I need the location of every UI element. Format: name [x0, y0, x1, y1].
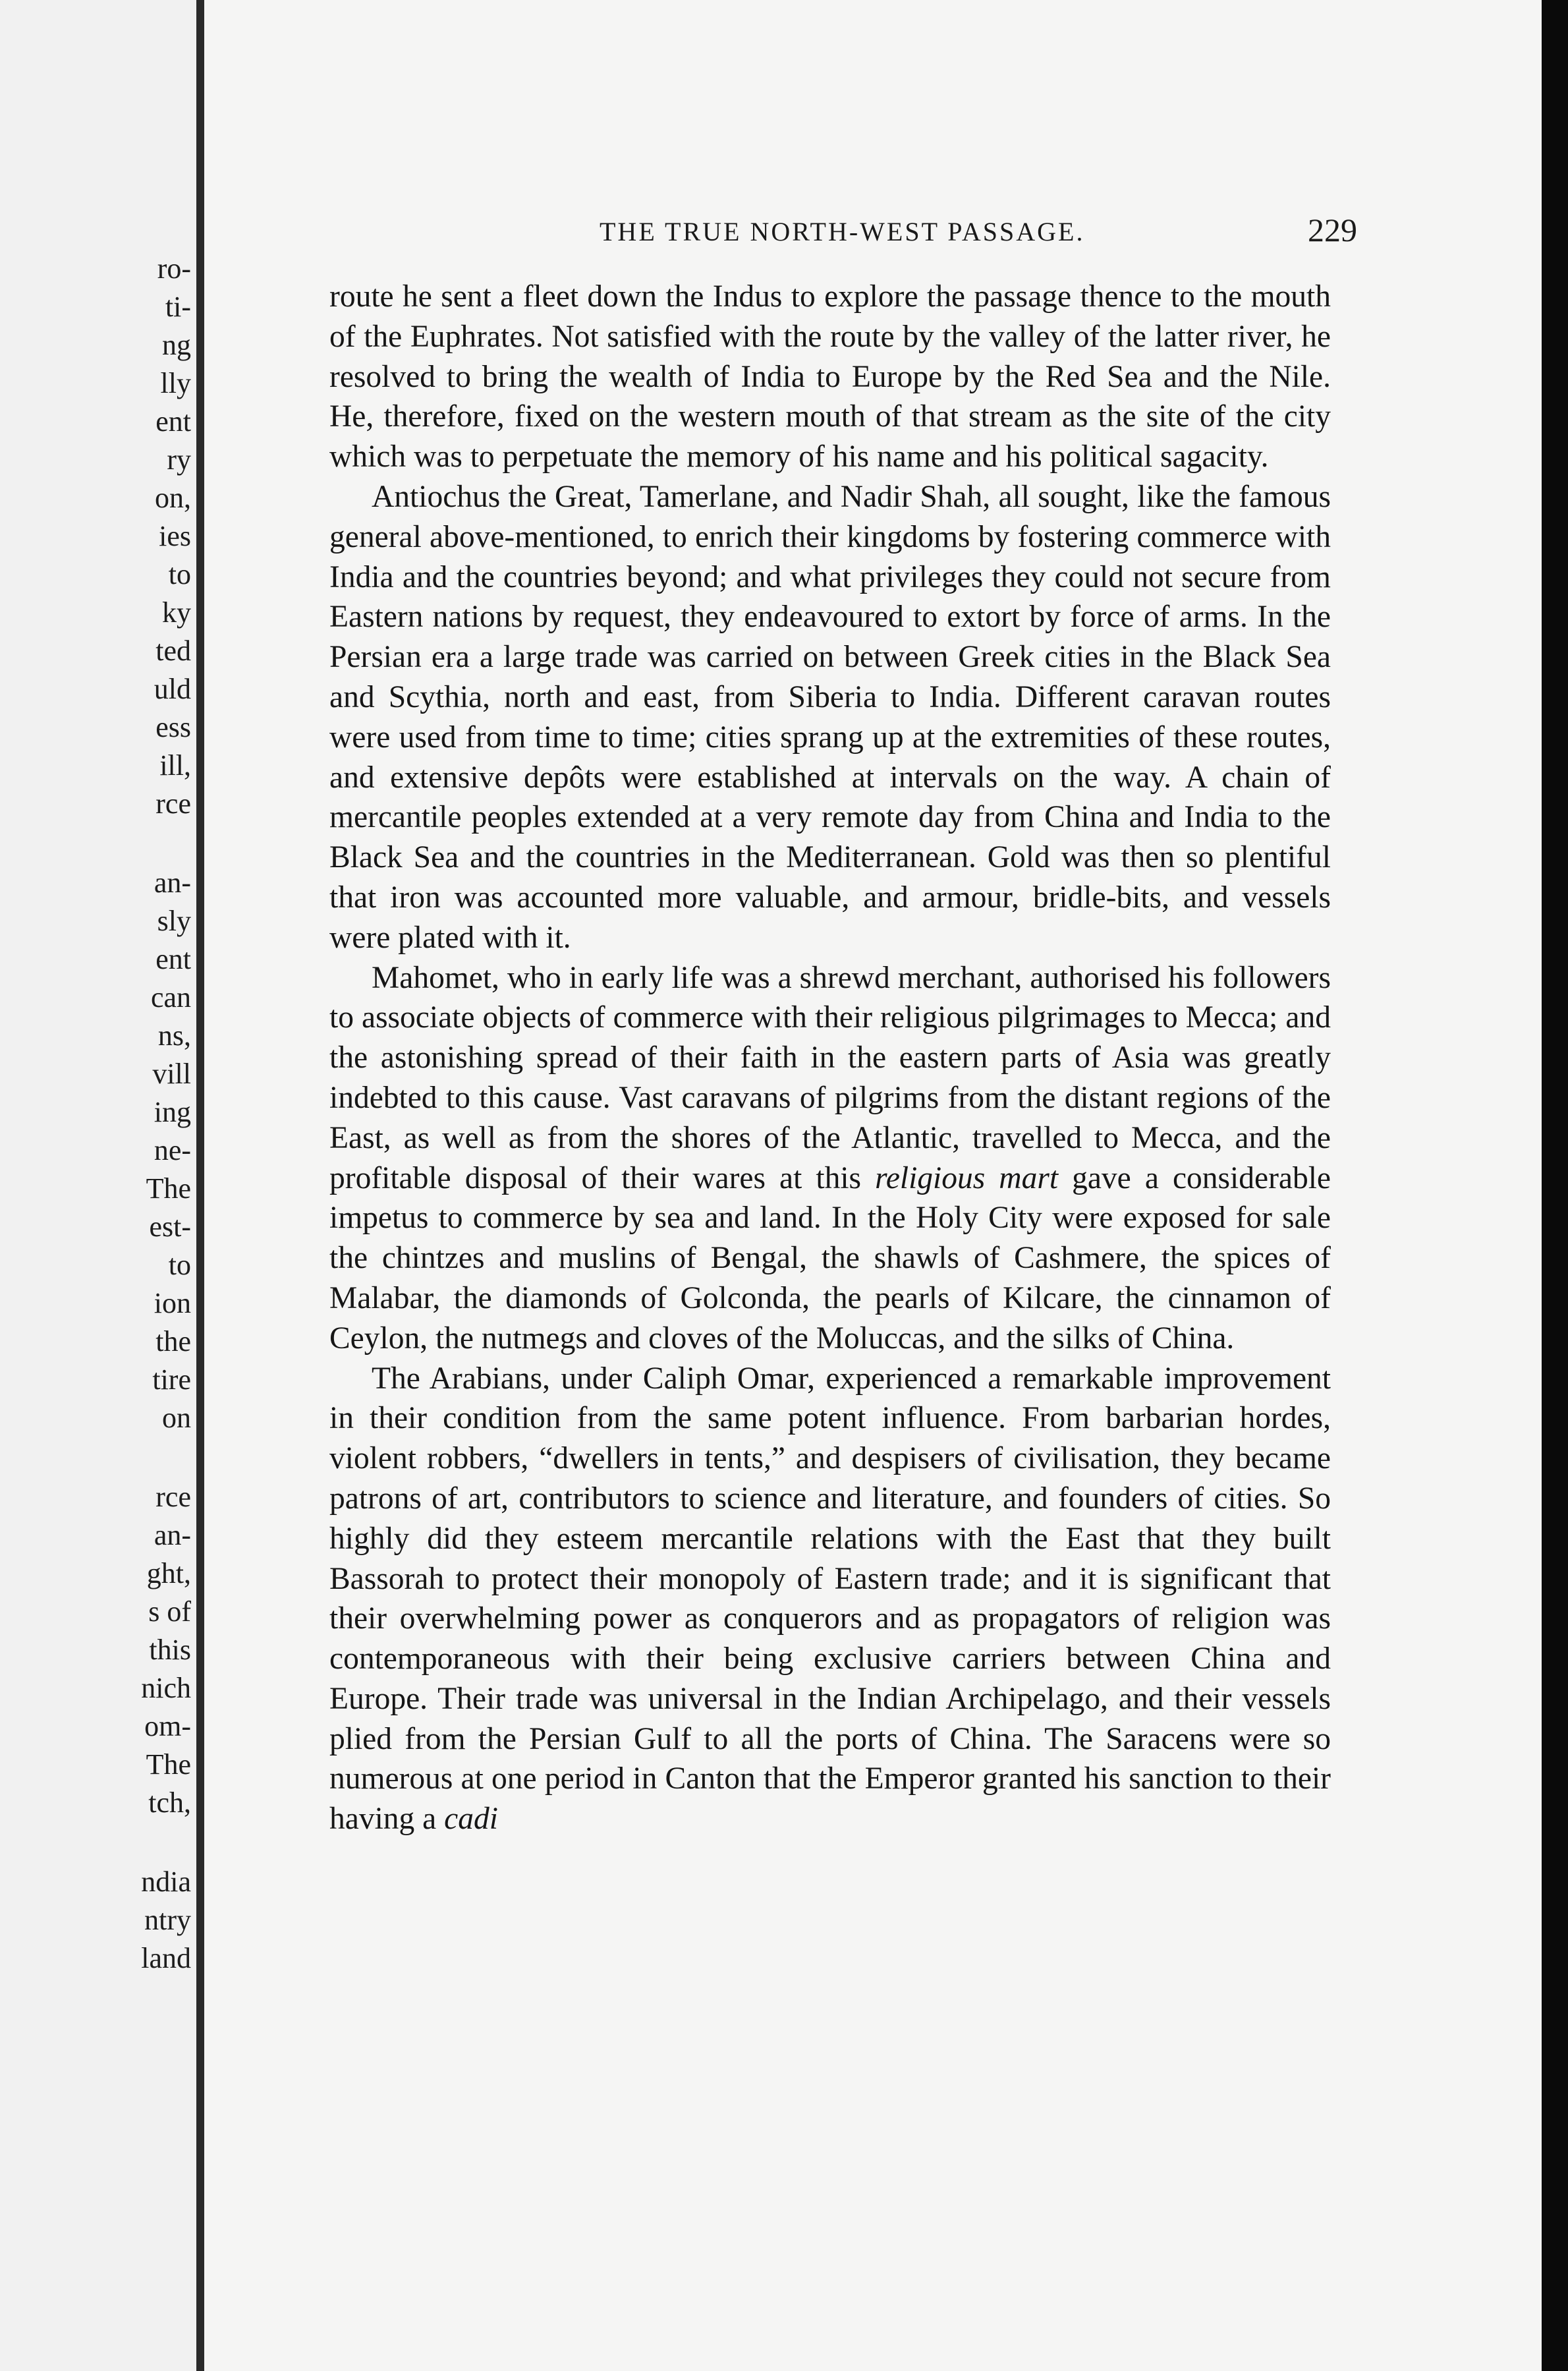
paragraph-3-text-b: gave a considerable impetus to commerce by sea and land. In the Holy City were exposed for sale the chintzes and muslins of Bengal, the shawls of Cashmere, the spices of Malabar, the diamonds of Golconda, the pearls of Kilcare, the cinnamon of Ceylon, the nutmegs and cloves of the Moluccas, and the silks of China.: [329, 1160, 1331, 1356]
left-page-fragment: rce: [155, 1481, 191, 1513]
left-page-fragment: ent: [155, 405, 191, 438]
left-page-fragment: ky: [162, 596, 191, 629]
left-page-fragment: vill: [152, 1058, 191, 1090]
paragraph-3: [329, 958, 1331, 1359]
page-number: 229: [1308, 212, 1357, 248]
left-page-fragment: land: [141, 1942, 191, 1974]
body-text: [329, 277, 1331, 1839]
left-page-fragment: lly: [160, 367, 191, 399]
left-page-fragment: ro-: [157, 252, 191, 285]
left-page-fragment: ti-: [165, 291, 191, 323]
left-page-fragment: ry: [167, 443, 191, 476]
left-page-fragment: ies: [159, 520, 191, 552]
running-head: THE TRUE NORTH-WEST PASSAGE.: [600, 217, 1085, 246]
left-page-fragment: ted: [155, 635, 191, 667]
left-page-fragment: ns,: [157, 1019, 191, 1052]
left-page-fragment: on: [162, 1402, 191, 1434]
left-page-fragment: the: [155, 1325, 191, 1357]
left-page-fragment: on,: [155, 482, 191, 514]
left-page-fragment: s of: [148, 1595, 191, 1628]
book-spine: [196, 0, 204, 2371]
left-page-fragment: tch,: [148, 1786, 191, 1819]
paragraph-2: Antiochus the Great, Tamerlane, and Nadir Shah, all sought, like the famous general above-mentioned, to enrich their kingdoms by fostering commerce with India and the countries beyond; and what privileges they could not secure from Eastern nations by request, they endeavoured to extort by force of arms. In the Persian era a large trade was carried on between Greek cities in the Black Sea and Scythia, north and east, from Siberia to India. Different caravan routes were used from time to time; cities sprang up at the extremities of these routes, and extensive depôts were established at intervals on the way. A chain of mercantile peoples extended at a very remote day from China and India to the Black Sea and the countries in the Mediterranean. Gold was then so plentiful that iron was accounted more valuable, and armour, bridle-bits, and vessels were plated with it.: [329, 479, 1331, 955]
left-page-fragment: nich: [141, 1672, 191, 1704]
left-page-fragment: est-: [149, 1211, 191, 1243]
left-page-fragment: ill,: [159, 749, 191, 782]
left-page-fragment: ntry: [144, 1904, 191, 1936]
left-page-fragment: ing: [154, 1096, 191, 1128]
left-page-fragment: ng: [162, 329, 191, 361]
page-header: [395, 211, 1357, 257]
left-page-fragment: this: [149, 1634, 191, 1666]
left-page-fragment: can: [150, 981, 191, 1014]
paragraph-3-text-a: Mahomet, who in early life was a shrewd merchant, authorised his followers to associate objects of commerce with their religious pilgrimages to Mecca; and the astonishing spread of their faith in the eastern parts of Asia was greatly indebted to this cause. Vast caravans of pilgrims from the distant regions of the East, as well as from the shores of the Atlantic, travelled to Mecca, and the profitable disposal of their wares at this: [329, 960, 1331, 1195]
left-page-fragment: tire: [152, 1363, 191, 1396]
left-page-fragment: om-: [144, 1710, 191, 1742]
left-page-fragment: an-: [154, 867, 191, 899]
paragraph-3-italic: religious mart: [875, 1160, 1059, 1195]
left-page-fragment: an-: [154, 1519, 191, 1551]
previous-page-edge: [0, 0, 196, 2371]
paragraph-4-italic: cadi: [444, 1802, 498, 1837]
left-page-fragment: ent: [155, 943, 191, 975]
left-page-fragment: to: [168, 558, 191, 590]
left-page-fragment: to: [168, 1249, 191, 1281]
paragraph-4-text-a: The Arabians, under Caliph Omar, experienced a remarkable improvement in their condition from the same potent influence. From barbarian hordes, violent robbers, “dwellers in tents,” and despisers of civilisation, they became patrons of art, contributors to science and literature, and founders of cities. So highly did they esteem mercantile relations with the East that they built Bassorah to protect their monopoly of Eastern trade; and it is significant that their overwhelming power as conquerors and as propagators of religion was contemporaneous with their being exclusive carriers between China and Europe. Their trade was universal in the Indian Archipelago, and their vessels plied from the Persian Gulf to all the ports of China. The Saracens were so numerous at one period in Canton that the Emperor granted his sanction to their having a: [329, 1361, 1331, 1837]
left-page-fragment: The: [146, 1172, 191, 1205]
left-page-fragment: The: [146, 1748, 191, 1781]
left-page-fragment: ndia: [141, 1866, 191, 1898]
paragraph-1: route he sent a fleet down the Indus to explore the passage thence to the mouth of the Euphrates. Not satisfied with the route by the valley of the latter river, he resolved to bring the wealth of India to Europe by the Red Sea and the Nile. He, therefore, fixed on the western mouth of that stream as the site of the city which was to perpetuate the memory of his name and his political sagacity.: [329, 279, 1331, 474]
page-edge: [1542, 0, 1568, 2371]
left-page-fragment: ess: [155, 711, 191, 743]
left-page-fragment: rce: [155, 787, 191, 820]
left-page-fragment: ght,: [146, 1557, 191, 1589]
left-page-fragment: sly: [157, 905, 191, 937]
paragraph-4: [329, 1359, 1331, 1840]
left-page-fragment: uld: [154, 673, 191, 705]
left-page-fragment: ne-: [154, 1134, 191, 1166]
left-page-fragment: ion: [154, 1287, 191, 1319]
